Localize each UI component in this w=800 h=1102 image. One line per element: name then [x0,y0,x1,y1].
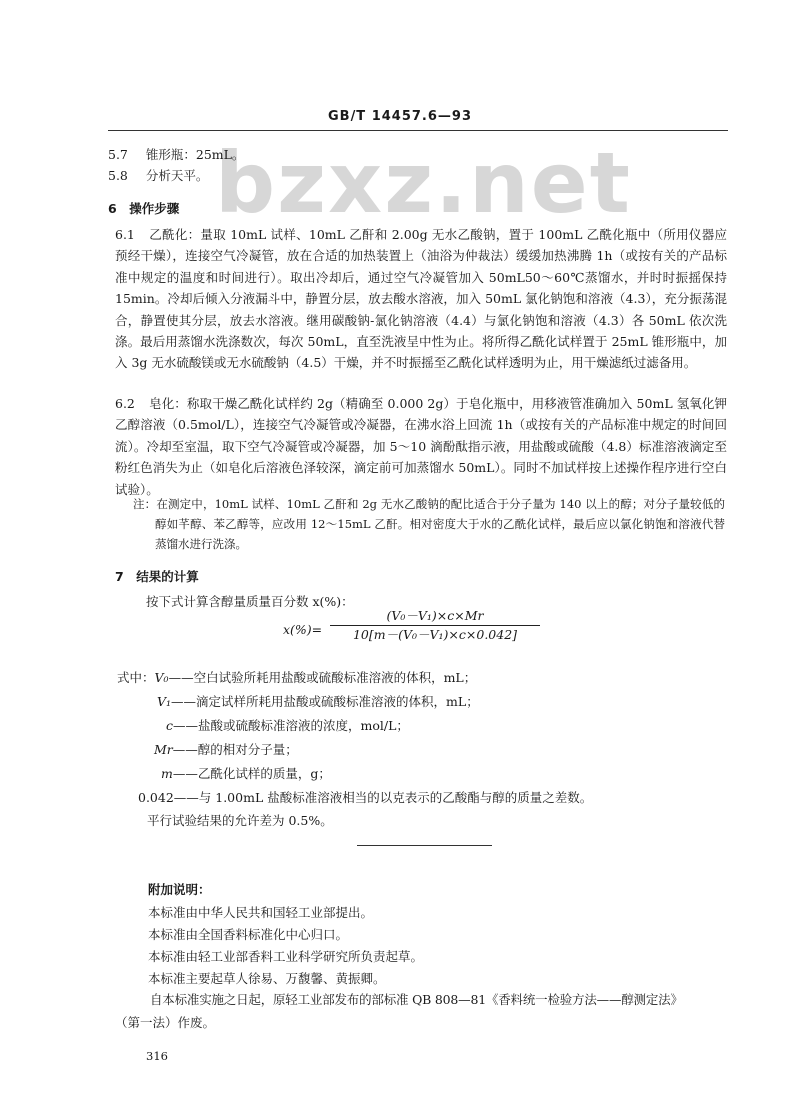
def-symbol: Mr [154,742,173,757]
appendix-line: 本标准主要起草人徐易、万馥馨、黄振卿。 [148,971,386,986]
tolerance-statement: 平行试验结果的允许差为 0.5%。 [147,813,333,828]
def-symbol: V₁ [157,694,172,709]
paragraph-number: 6.2 [115,396,135,411]
def-description: ——醇的相对分子量； [172,742,298,757]
formula-denominator: 10[m－(V₀－V₁)×c×0.042] [352,627,518,642]
formula-numerator: (V₀－V₁)×c×Mr [386,608,484,623]
def-symbol: c [166,718,174,733]
appendix-line: 本标准由轻工业部香料工业科学研究所负责起草。 [148,949,424,964]
watermark: bzxz.net [215,134,632,232]
def-description: ——盐酸或硫酸标准溶液的浓度，mol/L； [173,718,409,733]
formula-fraction [330,608,540,643]
item-text: 锥形瓶：25mL。 [145,147,245,162]
section-separator [357,845,492,846]
section-7-heading: 7 结果的计算 [115,569,199,584]
appendix-line: 自本标准实施之日起，原轻工业部发布的部标准 QB 808—81《香料统一检验方法——醇测定法》 [150,992,683,1007]
def-description: ——空白试验所耗用盐酸或硫酸标准溶液的体积，mL； [168,670,477,685]
def-constant: 0.042——与 1.00mL 盐酸标准溶液相当的以克表示的乙酸酯与醇的质量之差数。 [138,790,593,805]
page-number: 316 [146,1049,168,1063]
fraction-bar [330,625,540,626]
def-v0 [117,668,476,688]
appendix-line: 本标准由中华人民共和国轻工业部提出。 [148,905,374,920]
item-5-8 [108,166,208,186]
section-6-heading: 6 操作步骤 [108,201,180,216]
item-number: 5.7 [108,147,128,162]
paragraph-6-2 [115,393,727,500]
formula-intro: 按下式计算含醇量质量百分数 x(%)： [146,594,354,609]
item-5-7 [108,145,244,165]
appendix-line-continued: （第一法）作废。 [115,1015,216,1030]
def-mr [154,740,298,760]
header-rule [108,130,728,131]
paragraph-6-1 [115,224,727,374]
def-symbol: m [161,766,173,781]
paragraph-number: 6.1 [115,227,135,242]
item-text: 分析天平。 [145,168,209,183]
def-symbol: V₀ [154,670,169,685]
def-c [166,716,409,736]
def-v1 [157,692,479,712]
item-number: 5.8 [108,168,128,183]
where-prefix: 式中： [117,670,155,685]
note: 注：在测定中，10mL 试样、10mL 乙酐和 2g 无水乙酸钠的配比适合于分子量为 140 以上的醇；对分子量较低的醇如芊醇、苯乙醇等，应改用 12～15mL 乙酐。相对密度大于水的乙酰化试样，最后应以氯化钠饱和溶液代替蒸馏水进行洗涤。 [133,497,725,551]
paragraph-text: 乙酰化：量取 10mL 试样、10mL 乙酐和 2.00g 无水乙酸钠，置于 100mL 乙酰化瓶中（所用仪器应预经干燥），连接空气冷凝管，放在合适的加热装置上（油浴为仲裁法）缓缓加热沸腾 1h（或按有关的产品标准中规定的温度和时间进行）。取出冷却后，通过空气冷凝管加入 50mL50～60℃蒸馏水，并时时振摇保持 15min。冷却后倾入分液漏斗中，静置分层，放去酸水溶液，加入 50mL 氯化钠饱和溶液（4.3），充分振荡混合，静置使其分层，放去水溶液。继用碳酸钠-氯化钠溶液（4.4）与氯化钠饱和溶液（4.3）各 50mL 依次洗涤。最后用蒸馏水洗涤数次，每次 50mL，直至洗液呈中性为止。将所得乙酰化试样置于 25mL 锥形瓶中，加入 3g 无水硫酸镁或无水硫酸钠（4.5）干燥，并不时振摇至乙酰化试样透明为止，用干燥滤纸过滤备用。 [115,227,727,371]
def-m [161,764,331,784]
def-description: ——滴定试样所耗用盐酸或硫酸标准溶液的体积，mL； [171,694,479,709]
standard-code-header: GB/T 14457.6—93 [327,109,473,124]
appendix-line: 本标准由全国香料标准化中心归口。 [148,927,349,942]
formula-lhs: x(%)= [283,622,323,637]
appendix-heading: 附加说明： [148,882,211,897]
paragraph-text: 皂化：称取干燥乙酰化试样约 2g（精确至 0.000 2g）于皂化瓶中，用移液管准确加入 50mL 氢氧化钾乙醇溶液（0.5mol/L），连接空气冷凝管或冷凝器，在沸水浴上回流 1h（或按有关的产品标准中规定的时间回流）。冷却至室温，取下空气冷凝管或冷凝器，加 5～10 滴酚酞指示液，用盐酸或硫酸（4.8）标准溶液滴定至粉红色消失为止（如皂化后溶液色泽较深，滴定前可加蒸馏水 50mL）。同时不加试样按上述操作程序进行空白试验）。 [115,396,727,497]
def-description: ——乙酰化试样的质量，g； [172,766,331,781]
